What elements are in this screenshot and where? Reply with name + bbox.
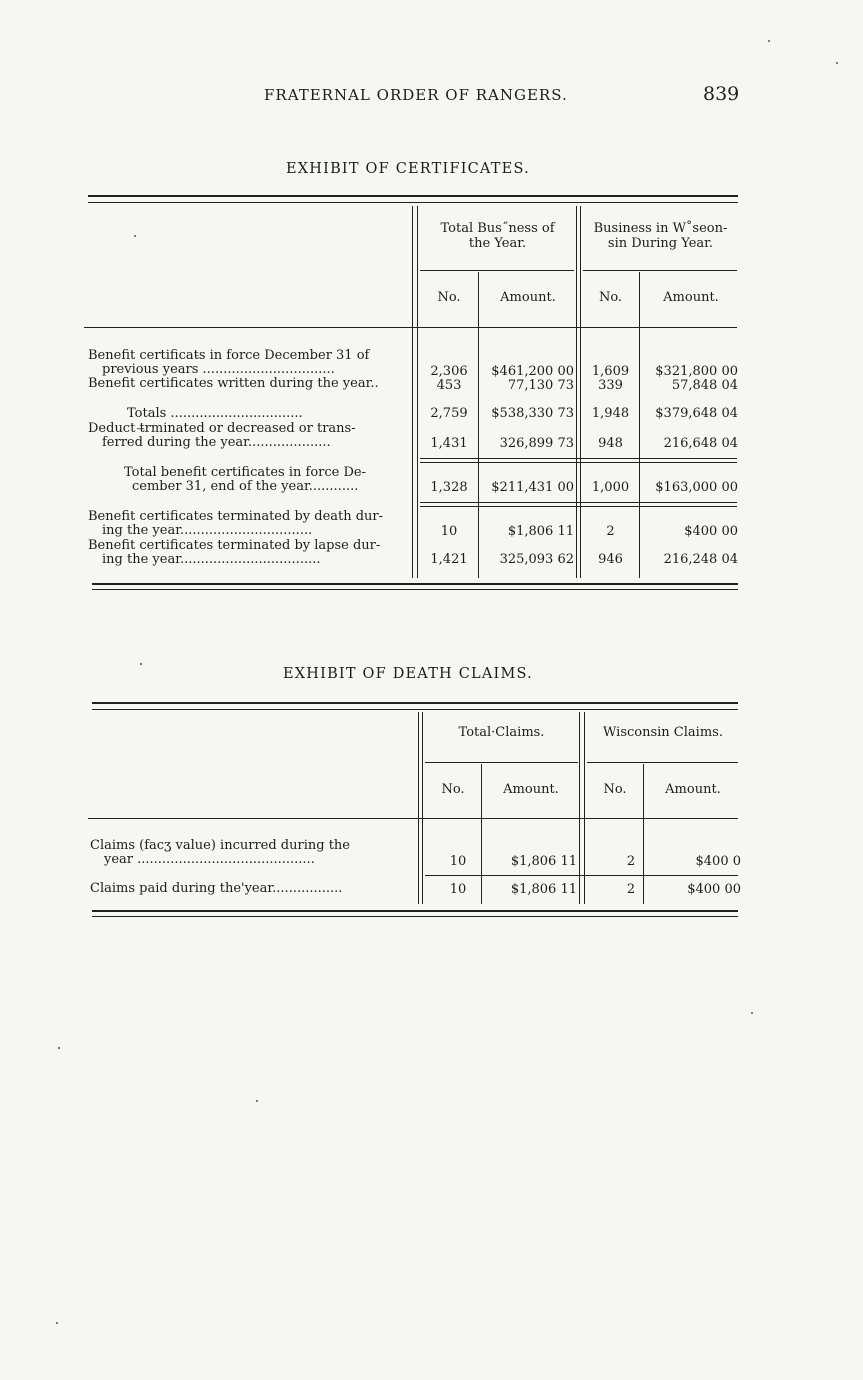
table-cell: 2,759 [430, 406, 468, 421]
table-row-label: Benefit certificat̵s in force December 31 of previous years ................................ [88, 348, 370, 377]
col-amount-total: Amount. [503, 782, 559, 797]
table-cell: $400 ⁠0 [695, 854, 741, 869]
table-cell: $1,806 11 [507, 524, 574, 539]
table-cell: $400 00 [687, 882, 741, 897]
table-cell: $211,431 00 [491, 480, 574, 495]
table-cell: 1,421 [430, 552, 468, 567]
col-no-wisconsin: No. [598, 290, 623, 305]
col-group-wisconsin-business: Business in W˚seon- sin During Year. [593, 221, 728, 251]
table-cell: 339 [598, 378, 623, 393]
table-cell: 77,130 73 [507, 378, 574, 393]
death-claims-title: EXHIBIT OF DEATH CLAIMS. [283, 666, 533, 682]
table-cell: 216,248 04 [663, 552, 738, 567]
table-row-label: Claims (facʒ value) incurred during the year ........................................... [90, 838, 350, 867]
table-cell: $1,806 11 [510, 854, 577, 869]
table-cell: $379,648 04 [655, 406, 738, 421]
table-cell: 1,431 [430, 436, 468, 451]
certificates-title: EXHIBIT OF CERTIFICATES. [286, 161, 530, 177]
table-cell: $400 00 [684, 524, 738, 539]
table-cell: 10 [440, 524, 458, 539]
table-row-label: Total benefit certificates in force De- cember 31, end of the year............ [124, 465, 366, 494]
table-cell: 2,306 [430, 364, 468, 379]
print-speck [768, 40, 770, 42]
print-speck [256, 1100, 258, 1102]
table-row-label: Benefit certificates terminated by lapse dur- ing the year.................................. [88, 538, 381, 567]
table-cell: 1,948 [591, 406, 630, 421]
table-cell: 948 [598, 436, 623, 451]
col-no-total: No. [437, 290, 461, 305]
print-speck [58, 1047, 60, 1049]
table-cell: 216,648 04 [663, 436, 738, 451]
table-cell: 10 [449, 882, 467, 897]
running-title: FRATERNAL ORDER OF RANGERS. [264, 86, 568, 104]
table-cell: 2 [606, 524, 615, 539]
table-row-label: Deduct t̶rminated or decreased or trans- ferred during the year.................... [88, 421, 356, 450]
col-group-total-business: Total Bus˝ness of the Year. [440, 221, 555, 251]
col-group-total-claims: Total·Claims. [458, 725, 545, 740]
table-cell: 1,328 [430, 480, 468, 495]
table-cell: $163,000 00 [655, 480, 738, 495]
table-cell: 325,093 62 [499, 552, 574, 567]
table-row-label: Claims paid during the'year................. [90, 881, 343, 896]
table-row-label: Benefit certificates written during the year.. [88, 376, 379, 391]
print-speck [751, 1012, 753, 1014]
col-no-total: No. [441, 782, 465, 797]
col-amount-wisconsin: Amount. [665, 782, 721, 797]
table-cell: 2 [626, 882, 636, 897]
table-cell: 2 [626, 854, 636, 869]
table-cell: $461,200 00 [491, 364, 574, 379]
table-cell: 1,609 [591, 364, 630, 379]
col-amount-total: Amount. [500, 290, 556, 305]
table-row-label: Benefit certificates terminated by death dur- ing the year................................ [88, 509, 384, 538]
col-group-wisconsin-claims: Wisconsin Claims. [603, 725, 723, 740]
table-cell: 1,000 [591, 480, 630, 495]
col-no-wisconsin: No. [603, 782, 627, 797]
table-cell: $1,806 11 [510, 882, 577, 897]
table-cell: 453 [436, 378, 462, 393]
table-cell: 946 [598, 552, 623, 567]
print-speck [134, 235, 136, 237]
table-row-label: Totals ................................ [127, 406, 303, 421]
table-cell: $321,800 00 [655, 364, 738, 379]
print-speck [140, 663, 142, 665]
table-cell: 326,899 73 [499, 436, 574, 451]
table-cell: 10 [449, 854, 467, 869]
table-cell: 57,848 04 [671, 378, 738, 393]
table-cell: $538,330 73 [491, 406, 574, 421]
print-speck [836, 62, 838, 64]
col-amount-wisconsin: Amount. [663, 290, 719, 305]
print-speck [56, 1322, 58, 1324]
page-number: 839 [703, 83, 740, 105]
